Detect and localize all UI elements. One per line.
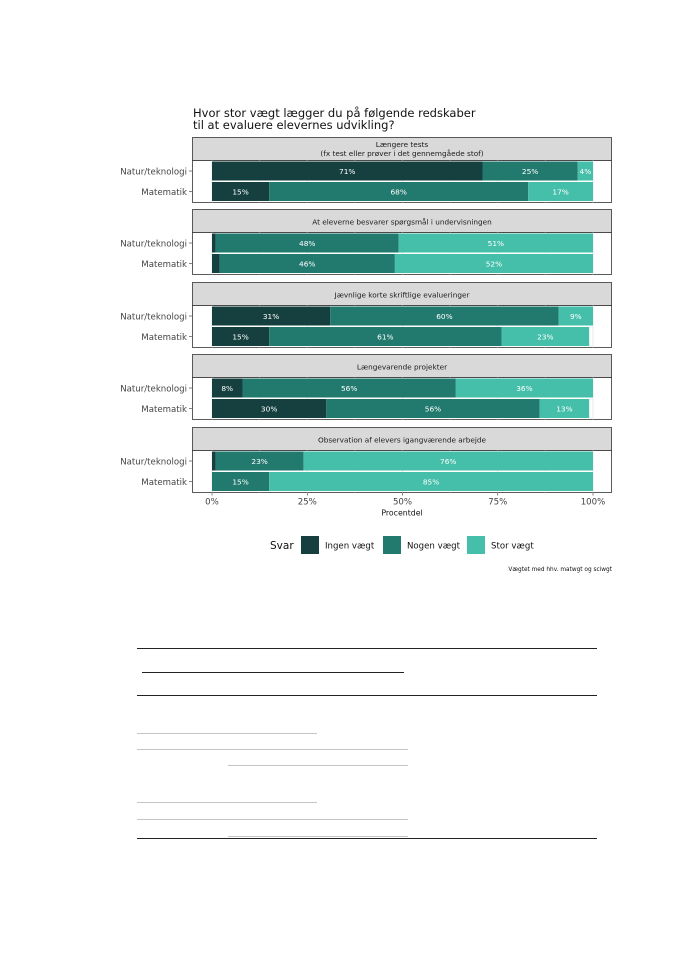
panel-title: Længevarende projekter bbox=[356, 362, 448, 372]
data-label: 23% bbox=[251, 456, 268, 466]
y-tick-label: Matematik bbox=[141, 259, 187, 270]
legend-label: Stor vægt bbox=[491, 541, 534, 552]
divider-rule bbox=[137, 733, 317, 734]
bar-segment bbox=[212, 452, 216, 471]
legend-swatch bbox=[301, 536, 319, 554]
chart-caption: Vægtet med hhv. matwgt og sciwgt bbox=[508, 567, 612, 573]
x-tick-label: 25% bbox=[297, 497, 317, 508]
divider-rule bbox=[142, 672, 404, 673]
bar-segment bbox=[212, 254, 220, 273]
data-label: 85% bbox=[422, 477, 440, 487]
divider-rule bbox=[137, 819, 408, 820]
data-label: 48% bbox=[299, 238, 316, 248]
y-tick-label: Matematik bbox=[141, 404, 187, 415]
legend-title: Svar bbox=[270, 540, 294, 552]
x-tick-label: 0% bbox=[205, 497, 219, 508]
data-label: 60% bbox=[436, 311, 453, 321]
data-label: 46% bbox=[299, 259, 316, 269]
y-tick-label: Matematik bbox=[141, 187, 187, 198]
data-label: 4% bbox=[579, 166, 592, 176]
x-axis-label: Procentdel bbox=[381, 508, 423, 518]
y-tick-label: Natur/teknologi bbox=[120, 239, 187, 250]
legend-label: Nogen vægt bbox=[407, 541, 460, 552]
data-label: 51% bbox=[487, 238, 505, 248]
x-tick-label: 50% bbox=[392, 497, 413, 508]
divider-rule bbox=[137, 838, 597, 839]
data-label: 31% bbox=[262, 311, 280, 321]
data-label: 68% bbox=[390, 187, 407, 197]
chart-title: Hvor stor vægt lægger du på følgende redskaber bbox=[193, 106, 476, 120]
divider-rule bbox=[137, 802, 317, 803]
legend-swatch bbox=[467, 536, 485, 554]
divider-rule bbox=[137, 695, 597, 696]
data-label: 52% bbox=[485, 259, 503, 269]
data-label: 30% bbox=[260, 404, 278, 414]
data-label: 15% bbox=[232, 187, 249, 197]
data-label: 36% bbox=[516, 383, 533, 393]
legend-swatch bbox=[383, 536, 401, 554]
y-tick-label: Natur/teknologi bbox=[120, 312, 187, 323]
divider-rule bbox=[137, 749, 408, 750]
chart-title: til at evaluere elevernes udvikling? bbox=[193, 118, 395, 132]
divider-rule bbox=[137, 648, 597, 649]
data-label: 25% bbox=[521, 166, 539, 176]
panel-title: (fx test eller prøver i det gennemgåede stof) bbox=[320, 149, 484, 158]
panel-title: Observation af elevers igangværende arbejde bbox=[317, 435, 487, 445]
x-tick-label: 75% bbox=[488, 497, 508, 508]
data-label: 56% bbox=[424, 404, 442, 414]
panel-title: Længere tests bbox=[375, 140, 429, 149]
panel-title: At eleverne besvarer spørgsmål i undervisningen bbox=[312, 217, 492, 227]
data-label: 23% bbox=[537, 332, 554, 342]
data-label: 15% bbox=[232, 332, 249, 342]
bar-segment bbox=[212, 234, 216, 253]
x-tick-label: 100% bbox=[580, 497, 606, 508]
y-tick-label: Natur/teknologi bbox=[120, 384, 187, 395]
data-label: 71% bbox=[339, 166, 356, 176]
y-tick-label: Matematik bbox=[141, 477, 187, 488]
data-label: 17% bbox=[552, 187, 569, 197]
data-label: 8% bbox=[221, 383, 234, 393]
y-tick-label: Matematik bbox=[141, 332, 187, 343]
divider-rule bbox=[228, 765, 408, 766]
data-label: 61% bbox=[377, 332, 394, 342]
data-label: 15% bbox=[232, 477, 249, 487]
panel-title: Jævnlige korte skriftlige evalueringer bbox=[334, 290, 470, 300]
divider-rule bbox=[228, 836, 408, 837]
data-label: 13% bbox=[556, 404, 573, 414]
data-label: 9% bbox=[569, 311, 582, 321]
data-label: 56% bbox=[340, 383, 358, 393]
legend-label: Ingen vægt bbox=[325, 541, 375, 552]
data-label: 76% bbox=[440, 456, 457, 466]
y-tick-label: Natur/teknologi bbox=[120, 457, 187, 468]
y-tick-label: Natur/teknologi bbox=[120, 167, 187, 178]
